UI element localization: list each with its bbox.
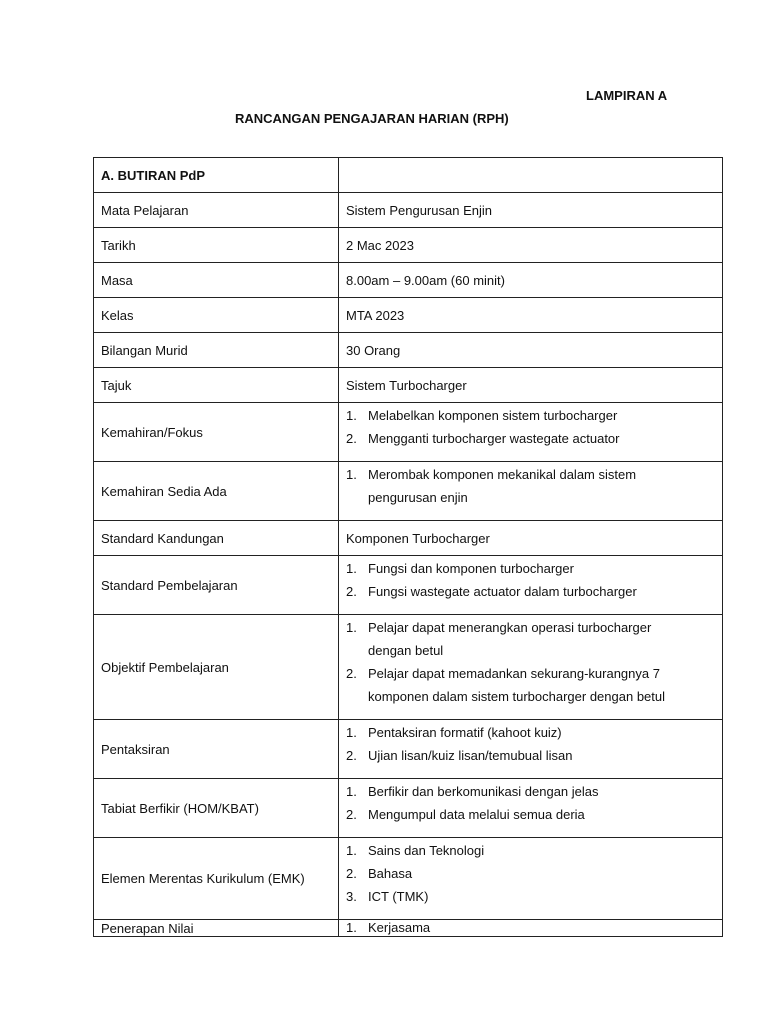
row-list-cell	[339, 615, 723, 720]
row-list-cell	[339, 403, 723, 462]
row-value: 2 Mac 2023	[339, 228, 723, 263]
list-item: 2. Ujian lisan/kuiz lisan/temubual lisan	[346, 748, 573, 763]
list-item: 1. Kerjasama	[346, 920, 431, 935]
numbered-list	[346, 557, 722, 603]
section-heading-empty-cell	[339, 158, 723, 193]
list-item: 1. Berfikir dan berkomunikasi dengan jelas	[346, 784, 599, 799]
row-label: Standard Pembelajaran	[94, 556, 339, 615]
table-row	[94, 368, 723, 403]
row-value: Komponen Turbocharger	[339, 521, 723, 556]
row-label: Elemen Merentas Kurikulum (EMK)	[94, 838, 339, 920]
row-label: Standard Kandungan	[94, 521, 339, 556]
numbered-list	[346, 721, 722, 767]
list-item: 1. Pentaksiran formatif (kahoot kuiz)	[346, 725, 562, 740]
numbered-list	[346, 839, 722, 908]
row-list-cell	[339, 920, 723, 937]
row-label: Kelas	[94, 298, 339, 333]
row-list-cell	[339, 462, 723, 521]
table-row	[94, 615, 723, 720]
table-row	[94, 333, 723, 368]
table-row	[94, 521, 723, 556]
table-row	[94, 720, 723, 779]
row-label: Mata Pelajaran	[94, 193, 339, 228]
row-label: Tajuk	[94, 368, 339, 403]
list-item: 2. Fungsi wastegate actuator dalam turbocharger	[346, 584, 637, 599]
list-item: 2. Bahasa	[346, 866, 413, 881]
row-label: Kemahiran/Fokus	[94, 403, 339, 462]
table-row	[94, 403, 723, 462]
row-label: Kemahiran Sedia Ada	[94, 462, 339, 521]
list-item: 2. Mengganti turbocharger wastegate actuator	[346, 431, 620, 446]
row-label: Tabiat Berfikir (HOM/KBAT)	[94, 779, 339, 838]
numbered-list	[346, 463, 722, 509]
rph-table	[93, 157, 723, 937]
table-row	[94, 263, 723, 298]
row-value: 30 Orang	[339, 333, 723, 368]
table-row	[94, 298, 723, 333]
table-row	[94, 193, 723, 228]
table-row	[94, 838, 723, 920]
list-item: 1. Pelajar dapat menerangkan operasi turbocharger dengan betul	[346, 620, 652, 658]
list-item: 2. Mengumpul data melalui semua deria	[346, 807, 585, 822]
document-title: RANCANGAN PENGAJARAN HARIAN (RPH)	[235, 111, 509, 126]
row-value: Sistem Pengurusan Enjin	[339, 193, 723, 228]
table-row	[94, 228, 723, 263]
list-item: 1. Melabelkan komponen sistem turbocharger	[346, 408, 618, 423]
numbered-list	[346, 780, 722, 826]
row-label: Pentaksiran	[94, 720, 339, 779]
row-label: Bilangan Murid	[94, 333, 339, 368]
row-label: Objektif Pembelajaran	[94, 615, 339, 720]
list-item: 2. Pelajar dapat memadankan sekurang-kurangnya 7 komponen dalam sistem turbocharger dengan betul	[346, 666, 666, 704]
row-list-cell	[339, 556, 723, 615]
table-row-section-heading	[94, 158, 723, 193]
row-label: Penerapan Nilai	[94, 920, 339, 937]
appendix-label: LAMPIRAN A	[586, 88, 668, 103]
list-item: 3. ICT (TMK)	[346, 889, 429, 904]
row-label: Masa	[94, 263, 339, 298]
table-row	[94, 779, 723, 838]
row-value: 8.00am – 9.00am (60 minit)	[339, 263, 723, 298]
row-list-cell	[339, 779, 723, 838]
numbered-list	[346, 616, 722, 708]
table-row	[94, 462, 723, 521]
row-list-cell	[339, 720, 723, 779]
list-item: 1. Merombak komponen mekanikal dalam sistem pengurusan enjin	[346, 467, 637, 505]
row-value: MTA 2023	[339, 298, 723, 333]
row-label: Tarikh	[94, 228, 339, 263]
numbered-list	[346, 404, 722, 450]
list-item: 1. Fungsi dan komponen turbocharger	[346, 561, 574, 576]
table-row	[94, 556, 723, 615]
list-item: 1. Sains dan Teknologi	[346, 843, 485, 858]
row-value: Sistem Turbocharger	[339, 368, 723, 403]
numbered-list	[346, 920, 722, 935]
row-list-cell	[339, 838, 723, 920]
table-row	[94, 920, 723, 937]
section-heading: A. BUTIRAN PdP	[94, 158, 339, 193]
